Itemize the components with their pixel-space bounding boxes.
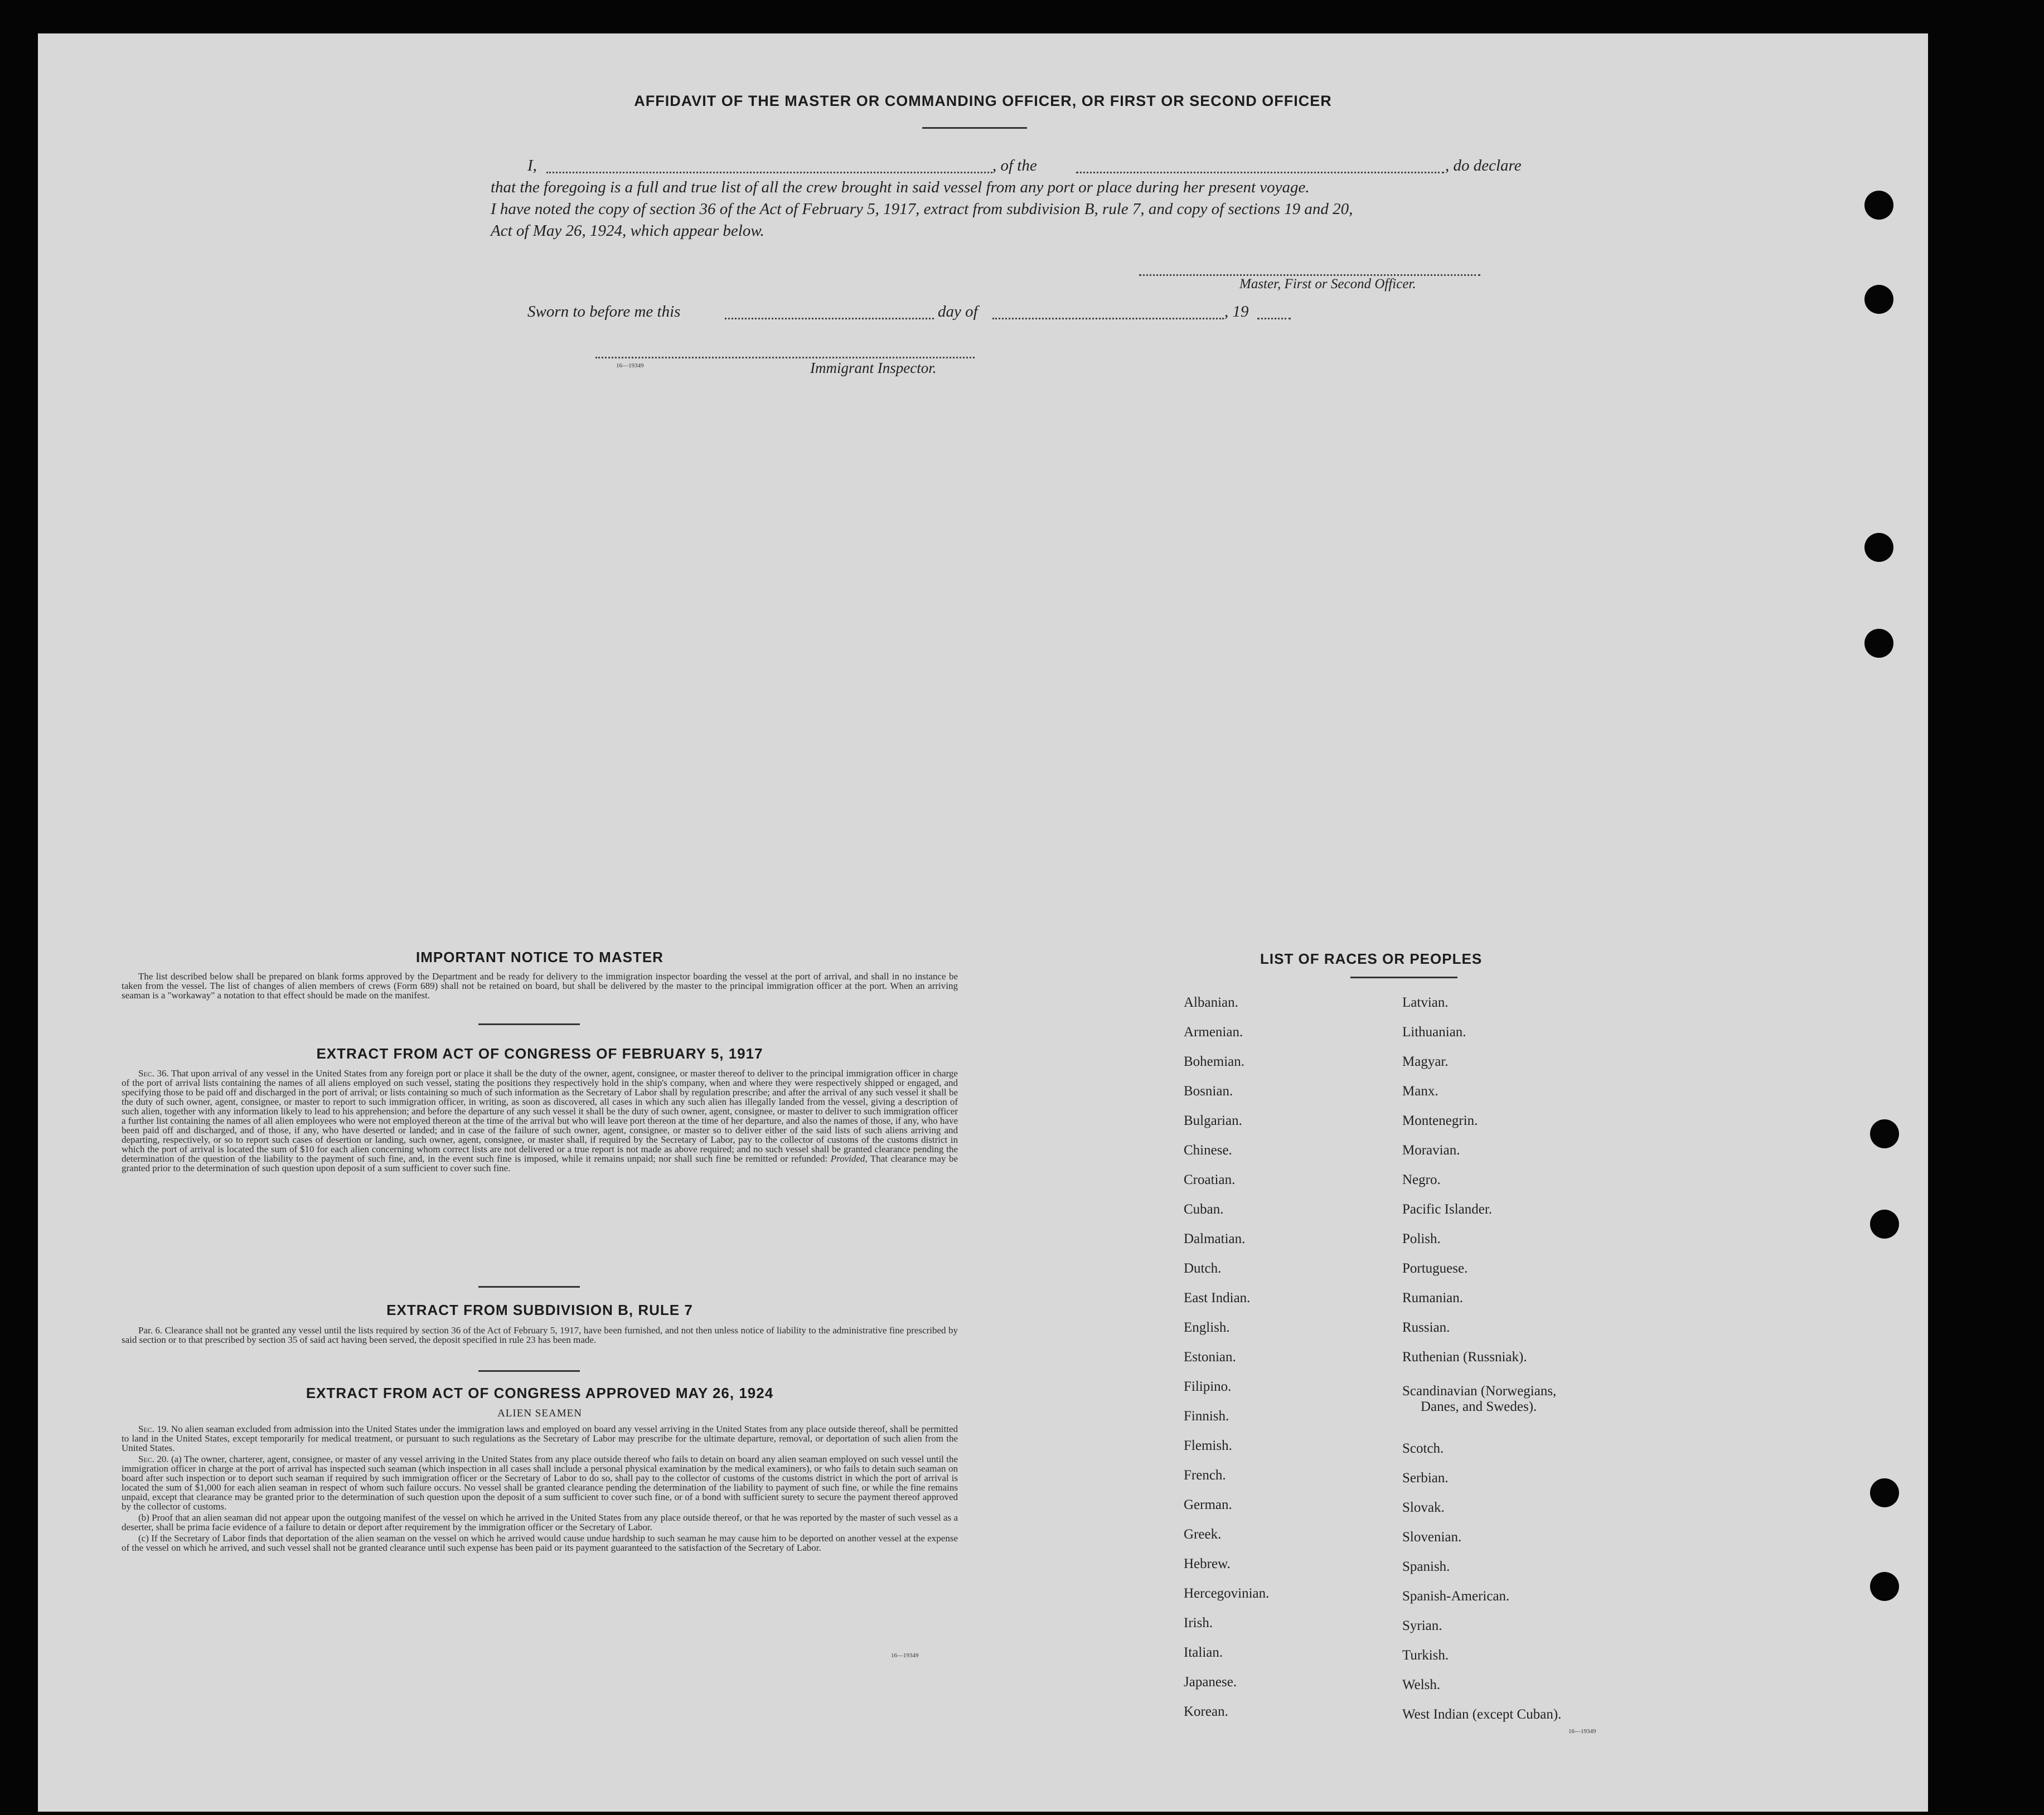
race-item: Rumanian. (1402, 1290, 1464, 1306)
officer-signature-line[interactable] (1139, 274, 1480, 276)
race-item: Welsh. (1402, 1677, 1441, 1692)
extract-1917-heading: EXTRACT FROM ACT OF CONGRESS OF FEBRUARY 5, 1917 (316, 1045, 763, 1062)
race-item: Turkish. (1402, 1648, 1449, 1663)
section-19-label: Sec. 19. (138, 1424, 169, 1434)
race-item: Montenegrin. (1402, 1113, 1478, 1128)
section-36-label: Sec. 36. (138, 1068, 169, 1079)
race-item: German. (1184, 1497, 1232, 1512)
inspector-signature-line[interactable] (595, 357, 975, 358)
race-item: Greek. (1184, 1527, 1222, 1542)
race-item: Spanish-American. (1402, 1589, 1510, 1604)
document-page (38, 33, 1928, 1812)
race-item: Syrian. (1402, 1618, 1442, 1633)
sworn-line (491, 301, 1327, 323)
extract-1924-heading: EXTRACT FROM ACT OF CONGRESS APPROVED MAY 26, 1924 (306, 1385, 774, 1401)
section-20c-paragraph: (c) If the Secretary of Labor finds that deportation of the alien seaman on the vessel on which he arrived would cause undue hardship to such seaman he may cause him to be deported on another vessel at the expense of the vessel on which he arrived, and such vessel shall not be granted clearance until such expense has been paid or its payment guaranteed to the satisfaction of the Secretary of Labor. (122, 1533, 958, 1553)
race-item: Japanese. (1184, 1675, 1237, 1690)
punch-hole (1870, 1572, 1899, 1601)
name-blank[interactable] (546, 172, 992, 173)
day-of-label: day of (938, 303, 978, 321)
race-item: Slovak. (1402, 1500, 1445, 1515)
vessel-blank[interactable] (1076, 172, 1444, 173)
declaration-line-2: that the foregoing is a full and true list of all the crew brought in said vessel from any port or place during her present voyage. (491, 178, 1310, 196)
punch-hole (1864, 629, 1893, 658)
race-item: Albanian. (1184, 995, 1238, 1010)
races-underline (1350, 977, 1457, 978)
race-item: Bohemian. (1184, 1054, 1245, 1069)
race-item: Finnish. (1184, 1409, 1229, 1424)
section-19-paragraph (122, 1424, 958, 1453)
subdivision-b-body (122, 1326, 958, 1346)
i-label: I, (527, 157, 537, 174)
subdivision-b-heading: EXTRACT FROM SUBDIVISION B, RULE 7 (386, 1302, 693, 1318)
notice-heading: IMPORTANT NOTICE TO MASTER (416, 949, 663, 965)
race-item: Scotch. (1402, 1441, 1444, 1456)
provided-word: Provided, (830, 1153, 868, 1164)
race-item: Bulgarian. (1184, 1113, 1242, 1128)
section-36-proviso: That clearance may be granted prior to the determination of such question upon deposit of a sum sufficient to cover such fine. (122, 1153, 958, 1173)
year-label: , 19 (1224, 303, 1249, 321)
race-item: Lithuanian. (1402, 1025, 1466, 1040)
race-item: Dalmatian. (1184, 1231, 1246, 1246)
race-item: Bosnian. (1184, 1084, 1233, 1099)
affidavit-title: AFFIDAVIT OF THE MASTER OR COMMANDING OFFICER, OR FIRST OR SECOND OFFICER (634, 93, 1332, 109)
race-item: Moravian. (1402, 1143, 1460, 1158)
race-item: East Indian. (1184, 1290, 1251, 1306)
section-36-paragraph (122, 1069, 958, 1173)
officer-signature-label: Master, First or Second Officer. (1239, 276, 1416, 292)
title-underline (922, 127, 1027, 129)
race-item: English. (1184, 1320, 1230, 1335)
race-item: Manx. (1402, 1084, 1438, 1099)
race-item: West Indian (except Cuban). (1402, 1707, 1562, 1722)
race-item: Cuban. (1184, 1202, 1224, 1217)
race-item: Latvian. (1402, 995, 1449, 1010)
punch-hole (1864, 191, 1893, 220)
section-20-label: Sec. 20. (138, 1454, 169, 1464)
declaration-line-4: Act of May 26, 1924, which appear below. (491, 222, 764, 240)
section-20b-paragraph: (b) Proof that an alien seaman did not appear upon the outgoing manifest of the vessel on which he arrived in the United States from any place outside thereof, or that he was reported by the master of such vessel as a deserter, shall be prima facie evidence of a failure to detain or deport after requirement by the immigration officer or the Secretary of Labor. (122, 1512, 958, 1532)
race-item: French. (1184, 1468, 1226, 1483)
sworn-label: Sworn to before me this (527, 303, 681, 321)
extract-form-number: 16—19349 (891, 1652, 919, 1659)
race-item: Ruthenian (Russniak). (1402, 1350, 1527, 1365)
race-item: Serbian. (1402, 1471, 1449, 1486)
race-item: Portuguese. (1402, 1261, 1468, 1276)
race-item: Scandinavian (Norwegians, (1402, 1384, 1557, 1399)
paragraph-6: Par. 6. Clearance shall not be granted any vessel until the lists required by section 36 of the Act of February 5, 1917, have been furnished, and not then unless notice of liability to the administrative fine prescribed by said section or to that prescribed by section 35 of said act having been served, the deposit specified in rule 23 has been made. (122, 1325, 958, 1345)
race-item: Flemish. (1184, 1438, 1232, 1453)
section-20a-text: (a) The owner, charterer, agent, consignee, or master of any vessel arriving in the United States from any place outside thereof who fails to detain on board any alien seaman employed on such vessel until the immigration officer in charge at the port of arrival has inspected such seaman (which inspection in all cases shall include a personal physical examination by the medical examiners), or who fails to detain such seaman on board after such inspection or to deport such seaman if required by such immigration officer or the Secretary of Labor to do so, shall pay to the collector of customs of the customs district in which the port of arrival is located the sum of $1,000 for each alien seaman in respect of whom such failure occurs. No vessel shall be granted clearance pending the determination of the liability to payment of such fine, or while the fine remains unpaid, except that clearance may be granted prior to the determination of such question upon the deposit of a sum sufficient to cover such fine, or of a bond with sufficient surety to secure the payment thereof approved by the collector of customs. (122, 1454, 958, 1512)
extract-1924-body (122, 1424, 958, 1554)
sworn-month-blank[interactable] (992, 318, 1224, 319)
race-item-continued: Danes, and Swedes). (1421, 1399, 1537, 1414)
race-item: Dutch. (1184, 1261, 1222, 1276)
race-item: Pacific Islander. (1402, 1202, 1493, 1217)
section-20a-paragraph (122, 1454, 958, 1511)
notice-paragraph: The list described below shall be prepared on blank forms approved by the Department and be ready for delivery to the immigration inspector boarding the vessel at the port of arrival, and shall in no instance be taken from the vessel. The list of changes of alien members of crews (Form 689) shall not be retained on board, but shall be delivered by the master to the principal immigration officer at the port. When an arriving seaman is a "workaway" a notation to that effect should be made on the manifest. (122, 971, 958, 1001)
notice-body (122, 972, 958, 1002)
punch-hole (1870, 1119, 1899, 1148)
section-19-text: No alien seaman excluded from admission into the United States under the immigration laws and employed on board any vessel arriving in the United States from any place outside thereof, shall be permitted to land in the United States, except temporarily for medical treatment, or pursuant to such regulations as the Secretary of Labor may prescribe for the ultimate departure, removal, or deportation of such alien from the United States. (122, 1424, 958, 1453)
race-item: Italian. (1184, 1645, 1223, 1660)
races-form-number: 16—19349 (1568, 1728, 1596, 1735)
race-item: Spanish. (1402, 1559, 1450, 1574)
inspector-label: Immigrant Inspector. (810, 360, 937, 376)
races-heading: LIST OF RACES OR PEOPLES (1260, 950, 1483, 967)
sworn-year-blank[interactable] (1257, 318, 1291, 319)
race-item: Slovenian. (1402, 1530, 1462, 1545)
sworn-day-blank[interactable] (725, 318, 934, 319)
extract-1917-divider (478, 1286, 580, 1288)
race-item: Negro. (1402, 1172, 1441, 1187)
race-item: Estonian. (1184, 1350, 1236, 1365)
race-item: Filipino. (1184, 1379, 1232, 1394)
race-item: Irish. (1184, 1615, 1213, 1630)
race-item: Hercegovinian. (1184, 1586, 1270, 1601)
race-item: Hebrew. (1184, 1556, 1231, 1571)
declaration-line-3: I have noted the copy of section 36 of the Act of February 5, 1917, extract from subdivision B, rule 7, and copy of sections 19 and 20, (491, 200, 1353, 218)
race-item: Polish. (1402, 1231, 1441, 1246)
affidavit-form-number: 16—19349 (616, 362, 644, 369)
alien-seamen-subheading: ALIEN SEAMEN (497, 1408, 582, 1419)
extract-1917-body (122, 1069, 958, 1175)
race-item: Armenian. (1184, 1025, 1243, 1040)
race-item: Croatian. (1184, 1172, 1236, 1187)
race-item: Magyar. (1402, 1054, 1449, 1069)
section-36-text: That upon arrival of any vessel in the United States from any foreign port or place it shall be the duty of the owner, agent, consignee, or master thereof to deliver to the principal immigration officer in charge of the port of arrival lists containing the names of all aliens employed on such vessel, stating the positions they respectively hold in the ship's company, when and where they were respectively shipped or engaged, and specifying those to be paid off and discharged in the port of arrival; or lists containing so much of such information as the Secretary of Labor shall by regulation prescribe; and after the arrival of any such vessel it shall be the duty of such owner, agent, consignee, or master to report to such immigration officer, in writing, as soon as discovered, all cases in which any such alien has illegally landed from the vessel, giving a description of such alien, together with any information likely to lead to his apprehension; and before the departure of any such vessel it shall be the duty of such owner, agent, consignee, or master to deliver to such immigration officer a further list containing the names of all alien employees who were not employed thereon at the time of the arrival but who will leave port thereon at the time of her departure, and also the names of those, if any, who have been paid off and discharged, and of those, if any, who have deserted or landed; and in case of the failure of such owner, agent, consignee, or master so to deliver either of the said lists of such aliens arriving and departing, respectively, or so to report such cases of desertion or landing, such owner, agent, consignee, or master shall, if required by the Secretary of Labor, pay to the collector of customs of the customs district in which the port of arrival is located the sum of $10 for each alien concerning whom correct lists are not delivered or a true report is not made as above required; and no such vessel shall be granted clearance pending the determination of the question of the liability to the payment of such fine, and, in the event such fine is imposed, while it remains unpaid; nor shall such fine be remitted or refunded: (122, 1068, 958, 1164)
do-declare-label: , do declare (1445, 157, 1522, 174)
subdivision-b-divider (478, 1370, 580, 1372)
race-item: Korean. (1184, 1704, 1228, 1719)
of-the-label: , of the (992, 157, 1037, 174)
punch-hole (1870, 1210, 1899, 1239)
race-item: Chinese. (1184, 1143, 1232, 1158)
punch-hole (1870, 1478, 1899, 1507)
notice-divider (478, 1023, 580, 1025)
punch-hole (1864, 285, 1893, 314)
race-item: Russian. (1402, 1320, 1450, 1335)
punch-hole (1864, 533, 1893, 562)
